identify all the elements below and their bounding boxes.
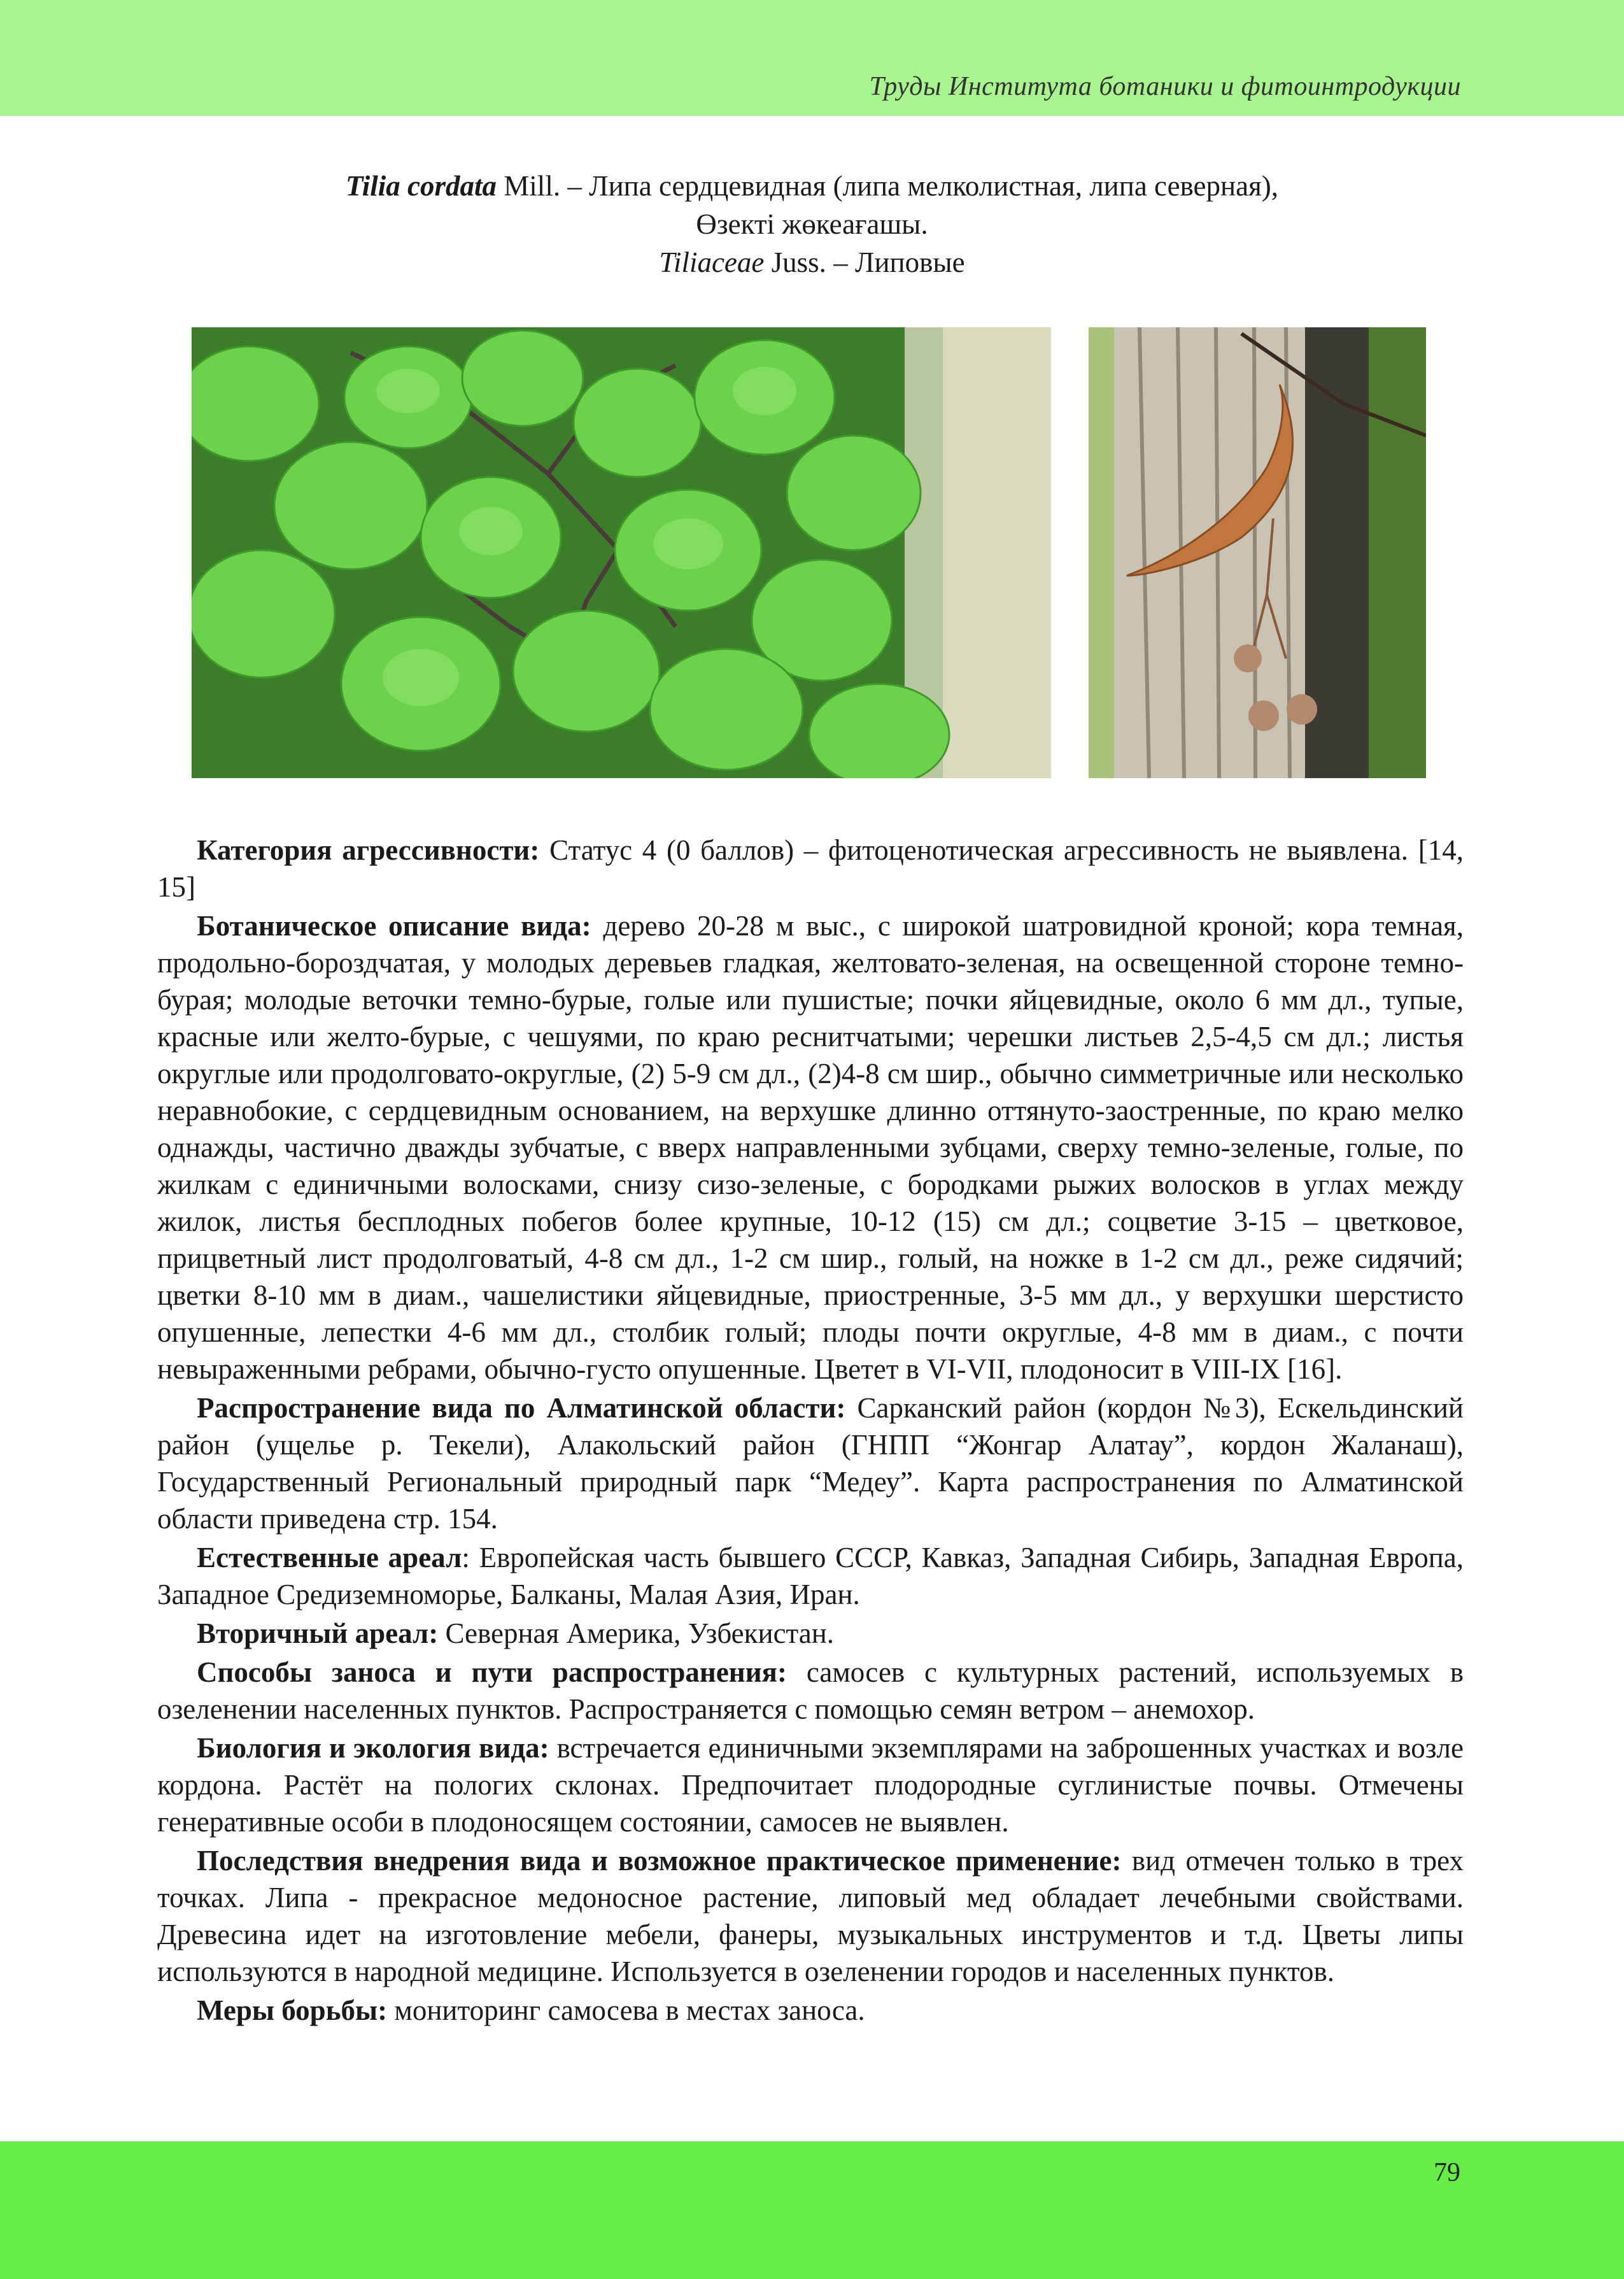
section-aggressiveness bbox=[157, 832, 1464, 905]
kazakh-name: Өзекті жөкеағашы. bbox=[696, 208, 928, 240]
section-control-measures bbox=[157, 1992, 1464, 2029]
section-consequences bbox=[157, 1842, 1464, 1990]
section-distribution bbox=[157, 1389, 1464, 1537]
family-russian: – Липовые bbox=[833, 246, 965, 278]
russian-names: – Липа сердцевидная (липа мелколистная, липа северная), bbox=[567, 170, 1279, 202]
body-text bbox=[157, 832, 1464, 2031]
section-label: Способы заноса и пути распространения: bbox=[197, 1656, 787, 1688]
latin-name: Tilia cordata bbox=[345, 170, 497, 202]
section-text: вид отмечен только в трех точках. Липа - прекрасное медоносное растение, липовый мед обладает лечебными свойствами. Древесина идет на изготовление мебели, фанеры, музыкальных инструментов и т.д. Цветы липы используются в народной медицине. Используется в озеленении городов и населенных пунктов. bbox=[157, 1845, 1464, 1987]
title-line-1 bbox=[0, 167, 1624, 205]
section-text: самосев с культурных растений, используемых в озеленении населенных пунктов. Распространяется с помощью семян ветром – анемохор. bbox=[157, 1656, 1464, 1725]
section-text: встречается единичными экземплярами на заброшенных участках и возле кордона. Растёт на пологих склонах. Предпочитает плодородные суглинистые почвы. Отмечены генеративные особи в плодоносящем состоянии, самосев не выявлен. bbox=[157, 1732, 1464, 1838]
fruit-illustration bbox=[1089, 327, 1426, 778]
section-natural-range bbox=[157, 1539, 1464, 1613]
section-label: Естественные ареал bbox=[197, 1542, 462, 1573]
section-label: Последствия внедрения вида и возможное практическое применение: bbox=[197, 1845, 1122, 1877]
species-title bbox=[0, 167, 1624, 281]
latin-author: Mill. bbox=[504, 170, 561, 202]
section-label: Меры борьбы: bbox=[197, 1994, 388, 2026]
family-author: Juss. bbox=[771, 246, 826, 278]
family-latin: Tiliaceae bbox=[659, 246, 765, 278]
section-text: Сарканский район (кордон №3), Ескельдинский район (ущелье р. Текели), Алакольский район (ГНПП “Жонгар Алатау”, кордон Жаланаш), Государственный Региональный природный парк “Медеу”. Карта распространения по Алматинской области приведена стр. 154. bbox=[157, 1392, 1464, 1535]
footer-band bbox=[0, 2141, 1624, 2279]
section-text: : Европейская часть бывшего СССР, Кавказ, Западная Сибирь, Западная Европа, Западное Средиземноморье, Балканы, Малая Азия, Иран. bbox=[157, 1542, 1464, 1610]
section-secondary-range bbox=[157, 1615, 1464, 1652]
photo-of-leaves bbox=[192, 327, 1051, 778]
journal-title: Труды Института ботаники и фитоинтродукции bbox=[869, 72, 1461, 101]
page-number: 79 bbox=[1434, 2158, 1460, 2187]
section-biology-ecology bbox=[157, 1729, 1464, 1840]
section-label: Распространение вида по Алматинской области: bbox=[197, 1392, 846, 1424]
section-label: Вторичный ареал: bbox=[197, 1617, 439, 1649]
section-text: Северная Америка, Узбекистан. bbox=[438, 1617, 835, 1649]
section-introduction-ways bbox=[157, 1654, 1464, 1728]
section-label: Категория агрессивности: bbox=[197, 834, 540, 866]
section-description bbox=[157, 907, 1464, 1388]
leaves-illustration bbox=[192, 327, 1051, 778]
section-text: мониторинг самосева в местах заноса. bbox=[387, 1994, 865, 2026]
photo-of-fruit-bract bbox=[1089, 327, 1426, 778]
section-label: Биология и экология вида: bbox=[197, 1732, 549, 1764]
title-line-3 bbox=[0, 243, 1624, 281]
section-text: дерево 20-28 м выс., с широкой шатровидной кроной; кора темная, продольно-бороздчатая, у молодых деревьев гладкая, желтовато-зеленая, на освещенной стороне темно-бурая; молодые веточки темно-бурые, голые или пушистые; почки яйцевидные, около 6 мм дл., тупые, красные или желто-бурые, с чешуями, по краю реснитчатыми; черешки листьев 2,5-4,5 см дл.; листья округлые или продолговато-округлые, (2) 5-9 см дл., (2)4-8 см шир., обычно симметричные или несколько неравнобокие, с сердцевидным основанием, на верхушке длинно оттянуто-заостренные, по краю мелко однажды, частично дважды зубчатые, с вверх направленными зубцами, сверху темно-зеленые, голые, по жилкам с единичными волосками, снизу сизо-зеленые, с бородками рыжих волосков в углах между жилок, листья бесплодных побегов более крупные, 10-12 (15) см дл.; соцветие 3-15 – цветковое, прицветный лист продолговатый, 4-8 см дл., 1-2 см шир., голый, на ножке в 1-2 см дл., реже сидячий; цветки 8-10 мм в диам., чашелистики яйцевидные, приостренные, 3-5 мм дл., у верхушки шерстисто опушенные, лепестки 4-6 мм дл., столбик голый; плоды почти округлые, 4-8 мм в диам., с почти невыраженными ребрами, обычно-густо опушенные. Цветет в VI-VII, плодоносит в VIII-IX [16]. bbox=[157, 910, 1464, 1385]
section-text: Статус 4 (0 баллов) – фитоценотическая агрессивность не выявлена. [14, 15] bbox=[157, 834, 1464, 903]
section-label: Ботаническое описание вида: bbox=[197, 910, 591, 942]
